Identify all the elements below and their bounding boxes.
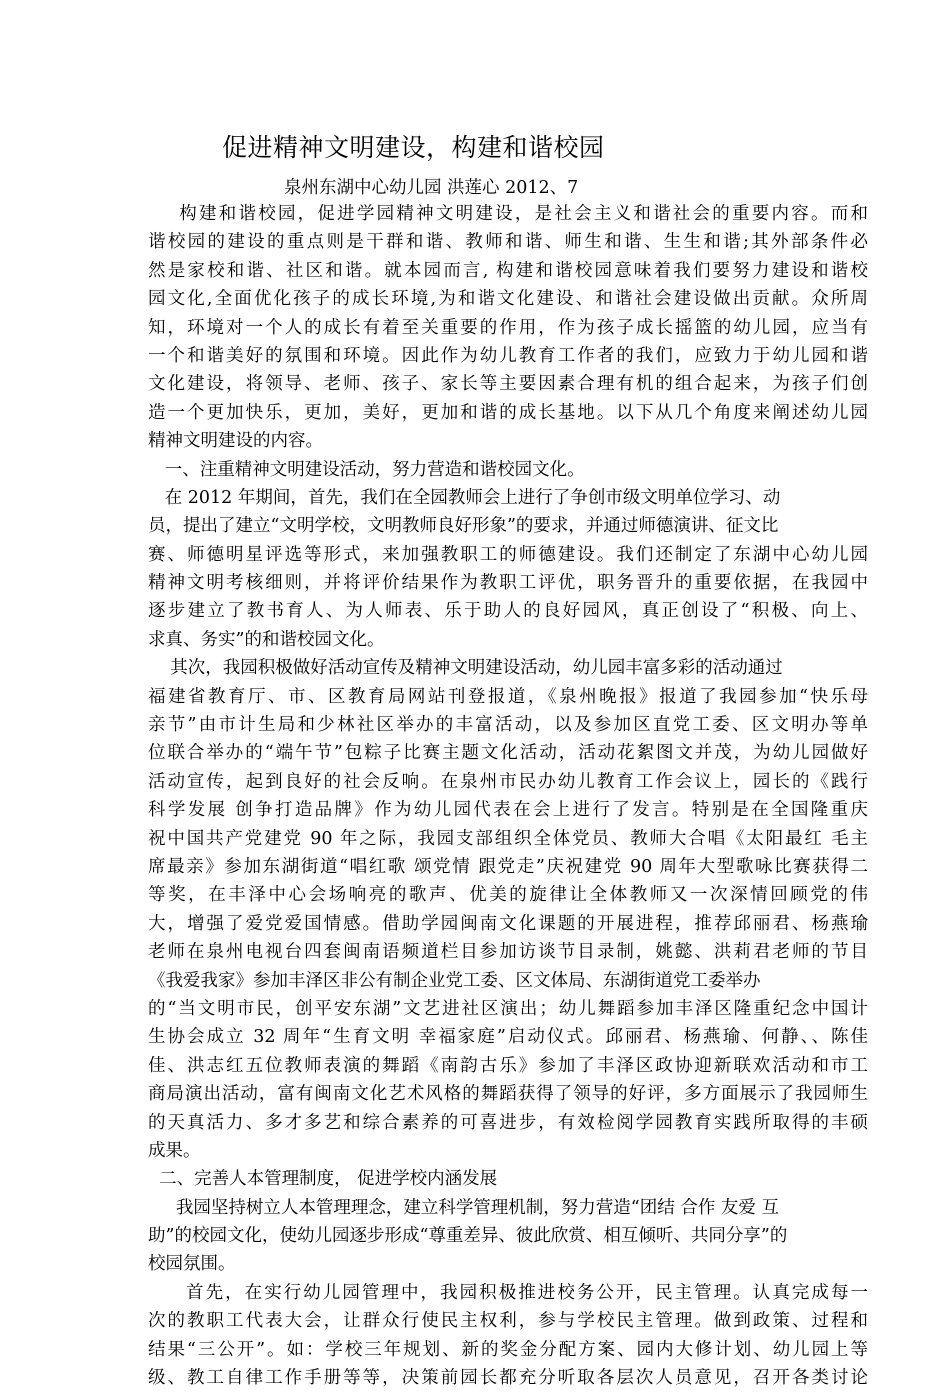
body-line: 大，增强了爱党爱国情感。借助学园闽南文化课题的开展进程，推荐邱丽君、杨燕瑜 bbox=[148, 913, 868, 934]
body-line: 在 2012 年期间，首先，我们在全园教师会上进行了争创市级文明单位学习、动 bbox=[148, 487, 781, 508]
body-line: 造一个更加快乐，更加，美好，更加和谐的成长基地。以下从几个角度来阐述幼儿园 bbox=[148, 402, 868, 423]
body-line: 次的教职工代表大会，让群众行使民主权利，参与学校民主管理。做到政策、过程和 bbox=[148, 1311, 868, 1332]
body-line: 科学发展 创争打造品牌》作为幼儿园代表在会上进行了发言。特别是在全国隆重庆 bbox=[148, 800, 868, 821]
body-line: 精神文明建设的内容。 bbox=[148, 431, 323, 452]
document-title: 促进精神文明建设，构建和谐校园 bbox=[222, 133, 605, 162]
body-line: 生协会成立 32 周年“生育文明 幸福家庭”启动仪式。邱丽君、杨燕瑜、何静、、陈佳 bbox=[148, 1027, 868, 1048]
body-line: 祝中国共产党建党 90 年之际，我园支部组织全体党员、教师大合唱《太阳最红 毛主 bbox=[148, 828, 868, 849]
body-line: 逐步建立了教书育人、为人师表、乐于助人的良好园风，真正创设了“积极、向上、 bbox=[148, 601, 868, 622]
body-line: 席最亲》参加东湖街道“唱红歌 颂党情 跟党走”庆祝建党 90 周年大型歌咏比赛获得二 bbox=[148, 856, 868, 877]
body-line: 商局演出活动，富有闽南文化艺术风格的舞蹈获得了领导的好评，多方面展示了我园师生 bbox=[148, 1084, 868, 1105]
body-line: 成果。 bbox=[148, 1140, 201, 1161]
body-line: 其次，我园积极做好活动宣传及精神文明建设活动，幼儿园丰富多彩的活动通过 bbox=[148, 658, 783, 679]
body-line: 老师在泉州电视台四套闽南语频道栏目参加访谈节目录制，姚懿、洪莉君老师的节目 bbox=[148, 942, 868, 963]
body-line: 的天真活力、多才多艺和综合素养的可喜进步，有效检阅学园教育实践所取得的丰硕 bbox=[148, 1112, 868, 1133]
body-line: 构建和谐校园，促进学园精神文明建设，是社会主义和谐社会的重要内容。而和 bbox=[148, 204, 868, 224]
body-line: 二、完善人本管理制度， 促进学校内涵发展 bbox=[148, 1169, 498, 1190]
body-line: 园文化,全面优化孩子的成长环境,为和谐文化建设、和谐社会建设做出贡献。众所周 bbox=[148, 289, 868, 310]
body-line: 级、教工自律工作手册等等，决策前园长都充分听取各层次人员意见，召开各类讨论 bbox=[148, 1368, 868, 1389]
body-line: 结果“三公开”。如：学校三年规划、新的奖金分配方案、园内大修计划、幼儿园上等 bbox=[148, 1339, 868, 1360]
body-line: 等奖，在丰泽中心会场响亮的歌声、优美的旋律让全体教师又一次深情回顾党的伟 bbox=[148, 885, 868, 906]
body-line: 员，提出了建立“文明学校，文明教师良好形象”的要求，并通过师德演讲、征文比 bbox=[148, 516, 779, 537]
body-line: 佳、洪志红五位教师表演的舞蹈《南韵古乐》参加了丰泽区政协迎新联欢活动和市工 bbox=[148, 1055, 868, 1076]
body-line: 福建省教育厅、市、区教育局网站刊登报道，《泉州晚报》报道了我园参加“快乐母 bbox=[148, 686, 868, 707]
document-body bbox=[148, 200, 868, 1392]
body-line: 《我爱我家》参加丰泽区非公有制企业党工委、区文体局、东湖街道党工委举办 bbox=[148, 970, 761, 991]
body-line: 我园坚持树立人本管理理念，建立科学管理机制，努力营造“团结 合作 友爱 互 bbox=[148, 1197, 779, 1218]
body-line: 活动宣传，起到良好的社会反响。在泉州市民办幼儿教育工作会议上，园长的《践行 bbox=[148, 771, 868, 792]
body-line: 首先，在实行幼儿园管理中，我园积极推进校务公开，民主管理。认真完成每一 bbox=[148, 1282, 868, 1303]
body-line: 一个和谐美好的氛围和环境。因此作为幼儿教育工作者的我们，应致力于幼儿园和谐 bbox=[148, 345, 868, 366]
body-line: 赛、师德明星评选等形式，来加强教职工的师德建设。我们还制定了东湖中心幼儿园 bbox=[148, 544, 868, 565]
body-line: 亲节”由市计生局和少林社区举办的丰富活动，以及参加区直党工委、区文明办等单 bbox=[148, 715, 868, 736]
body-line: 校园氛围。 bbox=[148, 1254, 236, 1275]
body-line: 求真、务实”的和谐校园文化。 bbox=[148, 629, 385, 650]
body-line: 一、注重精神文明建设活动，努力营造和谐校园文化。 bbox=[148, 459, 585, 480]
body-line: 然是家校和谐、社区和谐。就本园而言, 构建和谐校园意味着我们要努力建设和谐校 bbox=[148, 260, 868, 281]
body-line: 谐校园的建设的重点则是干群和谐、教师和谐、师生和谐、生生和谐;其外部条件必 bbox=[148, 232, 868, 253]
body-line: 的“当文明市民，创平安东湖”文艺进社区演出；幼儿舞蹈参加丰泽区隆重纪念中国计 bbox=[148, 998, 868, 1019]
body-line: 文化建设，将领导、老师、孩子、家长等主要因素合理有机的组合起来，为孩子们创 bbox=[148, 374, 868, 395]
body-line: 精神文明考核细则，并将评价结果作为教职工评优，职务晋升的重要依据，在我园中 bbox=[148, 573, 868, 594]
body-line: 位联合举办的“端午节”包粽子比赛主题文化活动，活动花絮图文并茂，为幼儿园做好 bbox=[148, 743, 868, 764]
document-byline: 泉州东湖中心幼儿园 洪莲心 2012、7 bbox=[284, 178, 579, 198]
body-line: 知，环境对一个人的成长有着至关重要的作用，作为孩子成长摇篮的幼儿园，应当有 bbox=[148, 317, 868, 338]
body-line: 助”的校园文化，使幼儿园逐步形成“尊重差异、彼此欣赏、相互倾听、共同分享”的 bbox=[148, 1226, 788, 1247]
